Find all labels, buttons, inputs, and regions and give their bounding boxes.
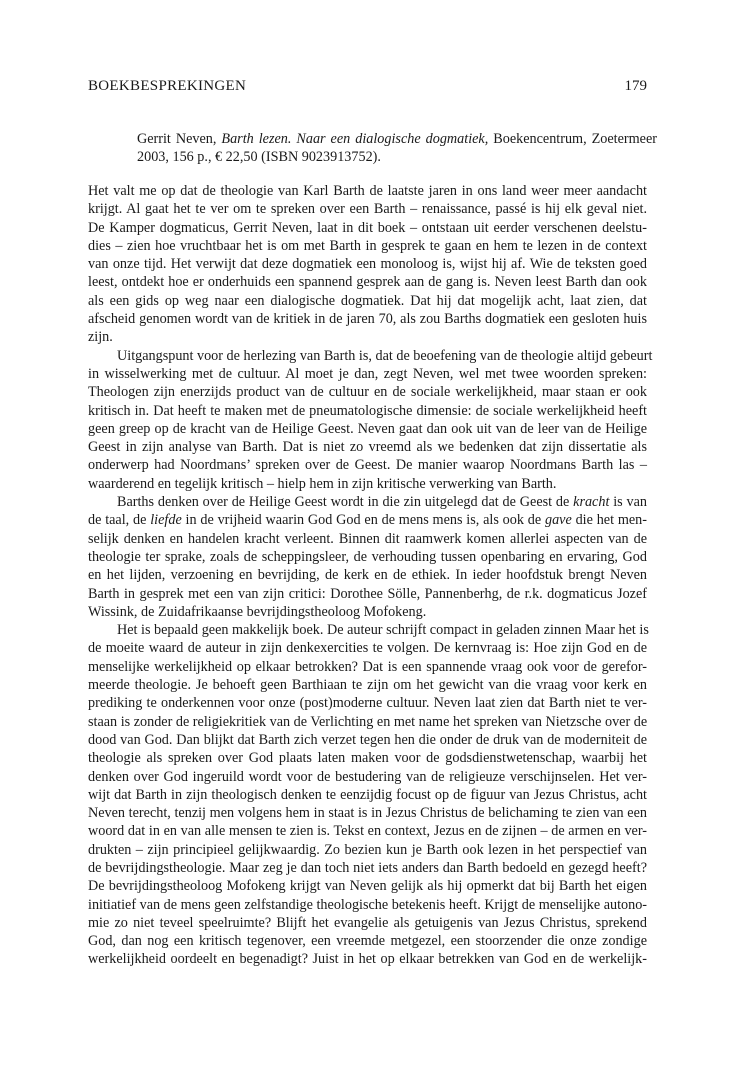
text-run: in de vrijheid waarin God God en de mens mens is, als ook de <box>181 512 545 529</box>
text-line: Theologen zijn enerzijds product van de cultuur en de sociale werkelijkheid, maar staan er ook <box>88 384 647 401</box>
citation-publisher: Boekencentrum, Zoetermeer <box>488 131 657 147</box>
text-line: God, dan nog een kritisch tegenover, een vreemde metgezel, een stoorzender die onze zondige <box>88 933 647 950</box>
text-line: in wisselwerking met de cultuur. Al moet je dan, zegt Neven, wel met twee woorden spreken: <box>88 365 647 382</box>
text-line <box>88 511 647 529</box>
book-citation <box>137 130 657 167</box>
text-line: menselijke werkelijkheid op elkaar betrokken? Dat is een spannende vraag ook voor de gerefor- <box>88 658 647 675</box>
text-line: theologie ter sprake, zoals de scheppingsleer, de verhouding tussen openbaring en ervaring, God <box>88 548 647 565</box>
text-line: prediking te onderkennen voor onze (post)moderne cultuur. Neven laat zien dat Barth niet te ver- <box>88 695 647 712</box>
text-line: woord dat in en van alle mensen te zien is. Tekst en context, Jezus en de zijnen – de armen en ver- <box>88 823 647 840</box>
text-line: initiatief van de mens geen zelfstandige theologische betekenis heeft. Krijgt de menselijke autono- <box>88 896 648 913</box>
text-line: geen greep op de kracht van de Heilige Geest. Neven gaat dan ook uit van de leer van de Heilige <box>88 420 647 437</box>
page-number: 179 <box>624 78 647 94</box>
text-line: krijgt. Al gaat het te ver om te spreken over een Barth – renaissance, passé is hij elk geval niet. <box>88 201 647 218</box>
text-line: dies – zien hoe vruchtbaar het is om met Barth in gesprek te gaan en hem te lezen in de context <box>88 237 647 254</box>
text-line: wijt dat Barth in zijn theologisch denken te eenzijdig focust op de figuur van Jezus Christus, acht <box>88 786 647 803</box>
text-line: leest, ontdekt hoe er onderhuids een spannend gesprek aan de gang is. Neven leest Barth dan ook <box>88 274 647 291</box>
text-line: werkelijkheid oordeelt en begenadigt? Juist in het op elkaar betrekken van God en de werkelijk- <box>88 951 647 968</box>
text-line: selijk denken en handelen kracht verleent. Binnen dit raamwerk komen allerlei aspecten van de <box>88 530 647 547</box>
text-line: staan is zonder de religiekritiek van de Verlichting en met name het spreken van Nietzsche over de <box>88 713 648 730</box>
citation-author: Gerrit Neven, <box>137 131 222 147</box>
emphasis: kracht <box>573 494 610 511</box>
text-line: de moeite waard de auteur in zijn denkexercities te volgen. De kernvraag is: Hoe zijn God en de <box>88 640 647 657</box>
text-line: en het lijden, verzoening en bevrijding, de kerk en de ethiek. In ieder hoofdstuk brengt Neven <box>88 567 647 584</box>
text-line: Geest in zijn analyse van Barth. Dat is niet zo vreemd als we bedenken dat zijn dissertatie als <box>88 439 647 456</box>
citation-line <box>137 130 657 148</box>
emphasis: liefde <box>150 512 182 529</box>
text-line <box>88 493 647 511</box>
citation-line: 2003, 156 p., € 22,50 (ISBN 9023913752). <box>137 149 381 166</box>
text-line: van onze tijd. Het verwijt dat deze dogmatiek een monoloog is, wijst hij af. Wie de teksten goed <box>88 256 647 273</box>
text-line: Uitgangspunt voor de herlezing van Barth is, dat de beoefening van de theologie altijd gebeurt <box>117 347 653 364</box>
text-run: is van <box>609 494 647 511</box>
text-line: Het is bepaald geen makkelijk boek. De auteur schrijft compact in geladen zinnen Maar het is <box>117 622 649 639</box>
citation-title: Barth lezen. Naar een dialogische dogmatiek, <box>221 131 489 147</box>
text-line: als een gids op weg naar een dialogische dogmatiek. Dat hij dat mogelijk acht, laat zien, dat <box>88 292 647 309</box>
text-run: Barths denken over de Heilige Geest wordt in die zin uitgelegd dat de Geest de <box>117 494 574 511</box>
text-line: denken over God ingeruild wordt voor de bestudering van de religieuze verschijnselen. Het ver- <box>88 768 647 785</box>
emphasis: gave <box>544 512 572 529</box>
text-line: De bevrijdingstheoloog Mofokeng krijgt van Neven gelijk als hij opmerkt dat bij Barth het eigen <box>88 878 647 895</box>
text-line: waarderend en tegelijk kritisch – hielp hem in zijn kritische verwerking van Barth. <box>88 475 557 492</box>
text-run: de taal, de <box>88 512 151 529</box>
text-line: Barth in gesprek met een van zijn critici: Dorothee Sölle, Pannenberhg, de r.k. dogmaticus Jozef <box>88 585 647 602</box>
text-line: zijn. <box>88 329 113 346</box>
text-line: dood van God. Dan blijkt dat Barth zich verzet tegen hen die onder de druk van de moderniteit de <box>88 731 647 748</box>
running-head: BOEKBESPREKINGEN <box>88 78 247 94</box>
text-line: onderwerp had Noordmans’ spreken over de Geest. De manier waarop Noordmans Barth las – <box>88 457 647 474</box>
text-line: meerde theologie. Je behoeft geen Barthiaan te zijn om het gewicht van die vraag voor kerk en <box>88 677 647 694</box>
text-line: afscheid genomen wordt van de kritiek in de jaren 70, als zou Barths dogmatiek een gesloten huis <box>88 311 647 328</box>
text-line: theologie als spreken over God plaats laten maken voor de godsdienstwetenschap, waarbij het <box>88 750 647 767</box>
page-header <box>88 78 647 102</box>
text-line: de bevrijdingstheologie. Maar zeg je dan toch niet iets anders dan Barth bedoeld en gezegd heeft? <box>88 859 647 876</box>
text-line: Wissink, de Zuidafrikaanse bevrijdingstheoloog Mofokeng. <box>88 603 427 620</box>
text-line: De Kamper dogmaticus, Gerrit Neven, laat in dit boek – ontstaan uit eerder verschenen deelstu- <box>88 219 647 236</box>
text-line: drukten – zijn principieel gelijkwaardig. Zo bezien kun je Barth ook lezen in het perspectief van <box>88 841 647 858</box>
text-line: Het valt me op dat de theologie van Karl Barth de laatste jaren in ons land weer meer aandacht <box>88 183 647 199</box>
review-body <box>88 182 653 969</box>
text-line: kritisch in. Dat heeft te maken met de pneumatologische dimensie: de sociale werkelijkheid heeft <box>88 402 647 419</box>
text-run: die het men- <box>571 512 647 529</box>
text-line: Neven terecht, tenzij men volgens hem in staat is in Jezus Christus de belichaming te zien van een <box>88 805 647 822</box>
text-line: mie zo niet teveel speelruimte? Blijft het evangelie als getuigenis van Jezus Christus, sprekend <box>88 914 647 931</box>
